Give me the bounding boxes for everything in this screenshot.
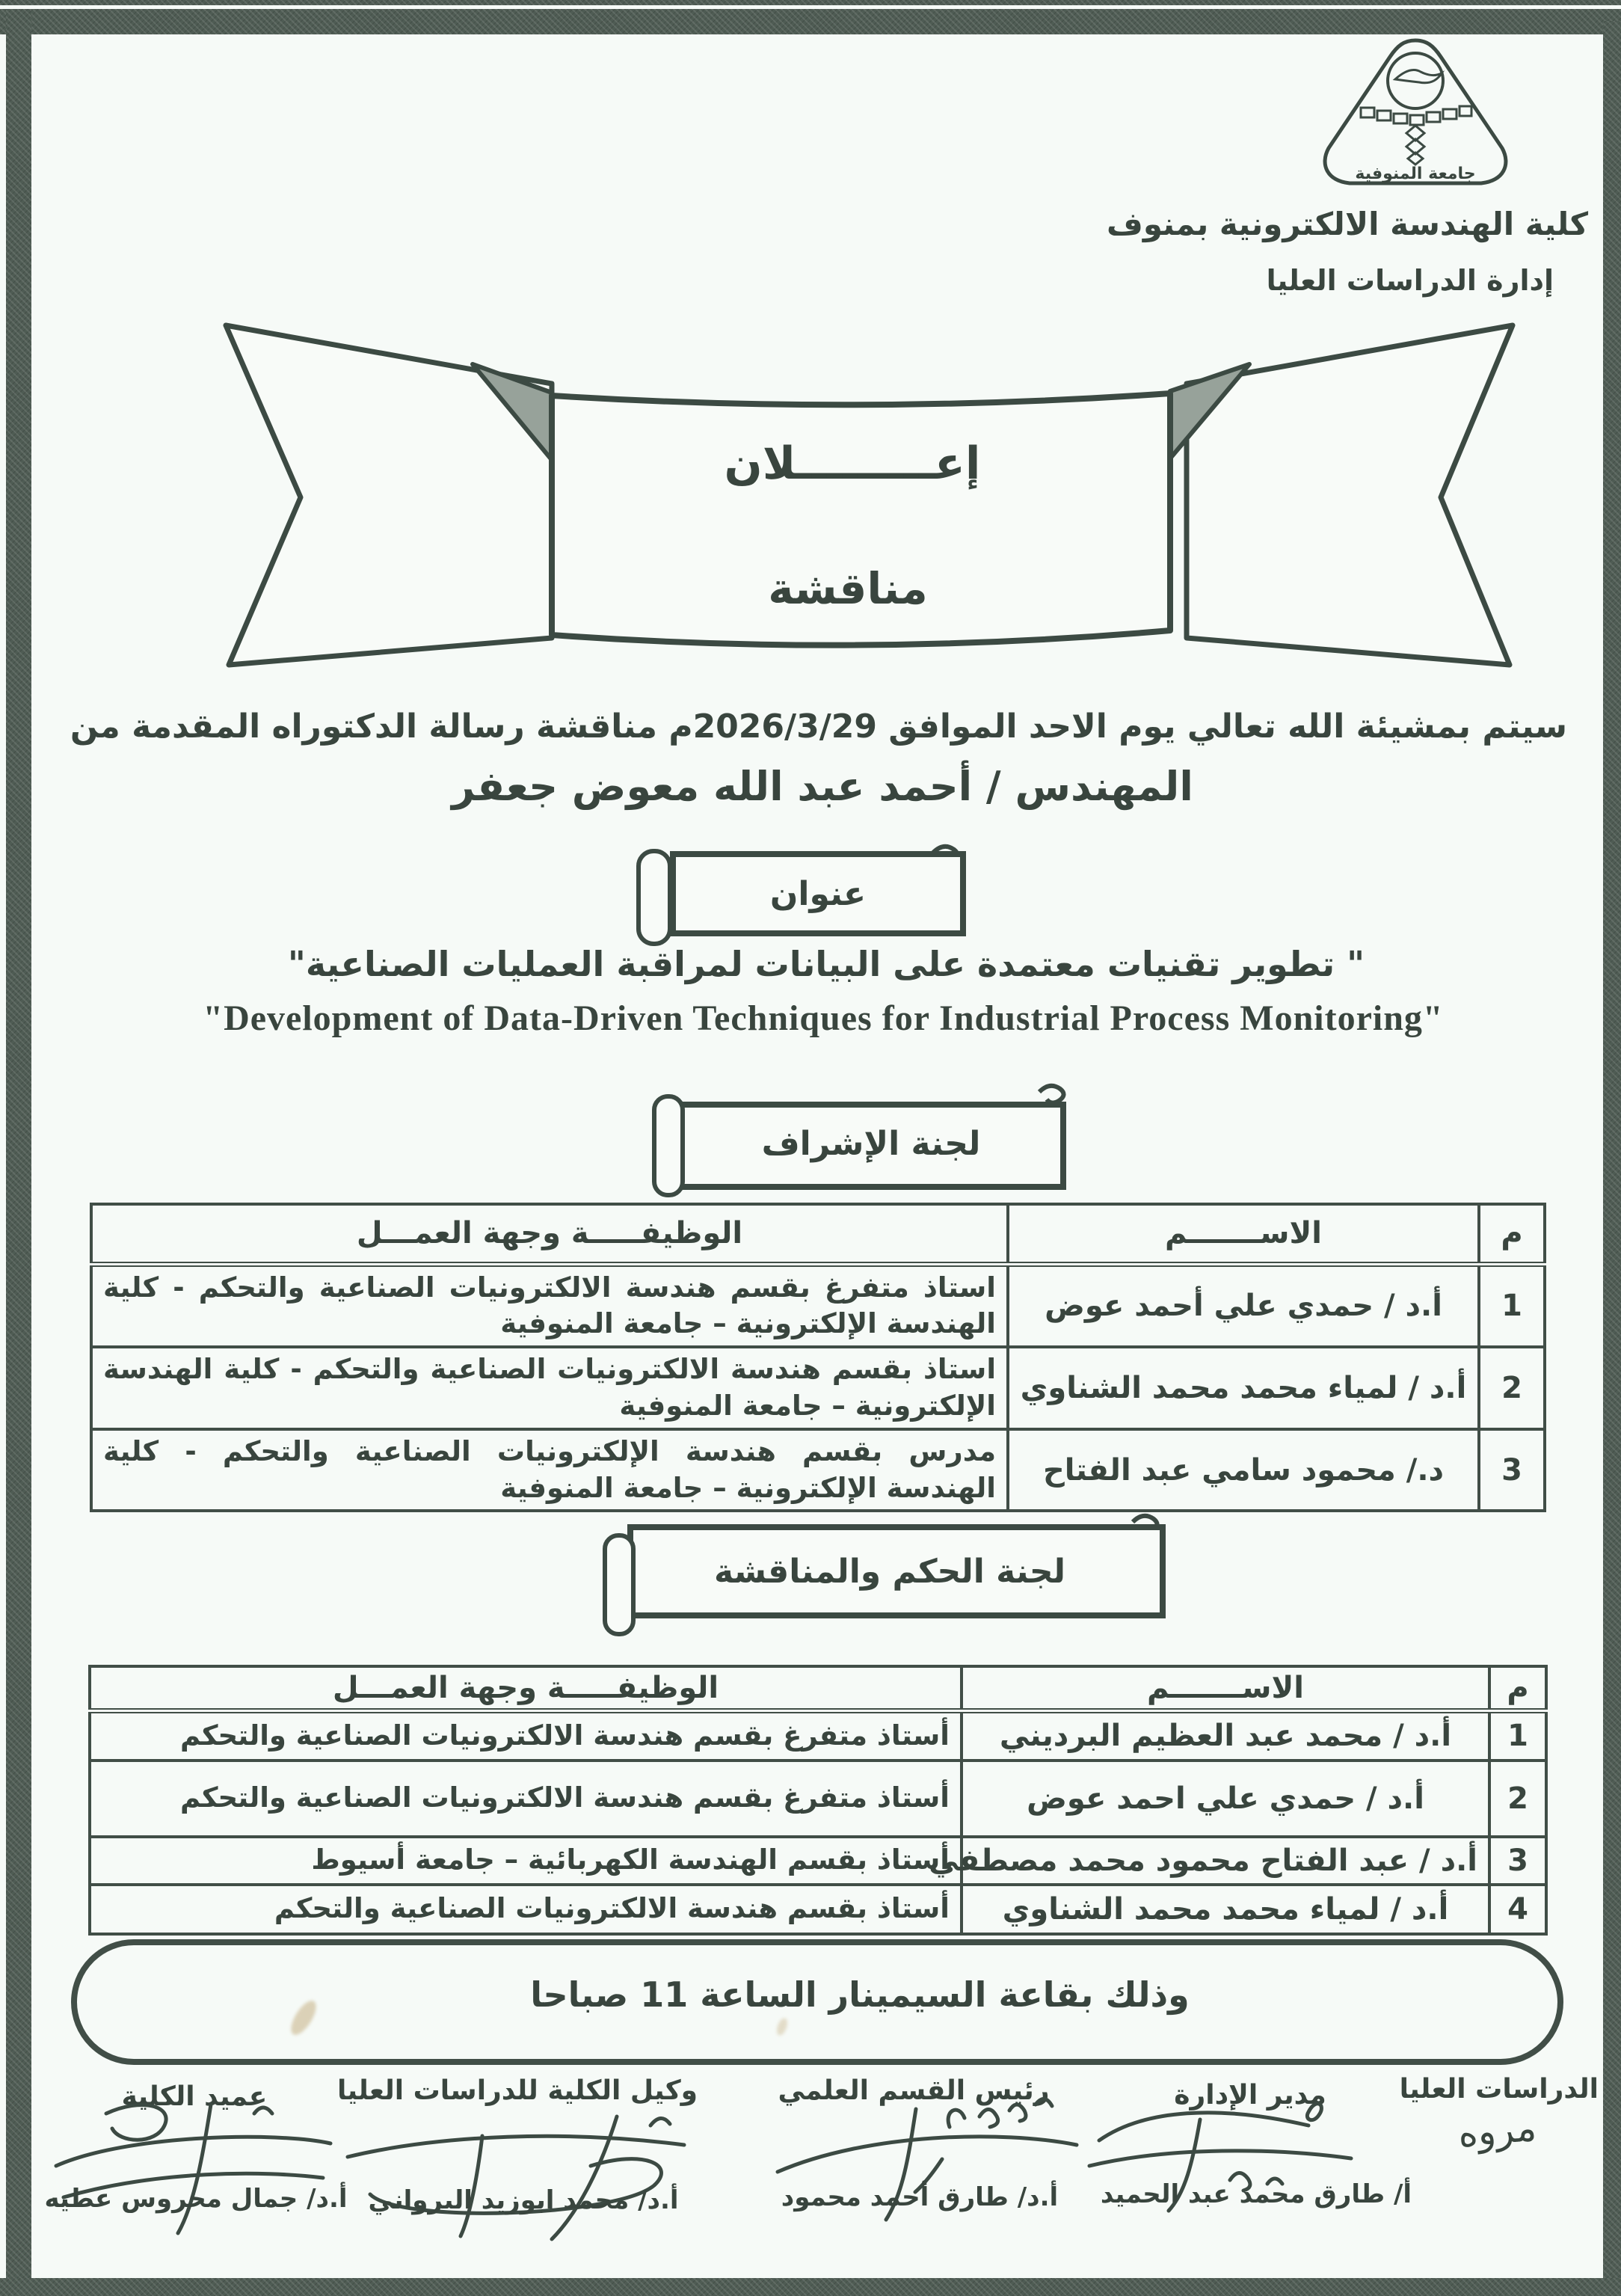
row-position: مدرس بقسم هندسة الإلكترونيات الصناعية والتحكم - كلية الهندسة الإلكترونية – جامعة المنوفية [91, 1429, 1008, 1511]
signatory-title-dean: عميد الكلية [121, 2081, 268, 2112]
examination-heading: لجنة الحكم والمناقشة [713, 1553, 1066, 1591]
graduate-studies-admin: إدارة الدراسات العليا [1266, 264, 1554, 297]
col-header-position: الوظيفـــــة وجهة العمـــل [90, 1666, 962, 1711]
table-row [91, 1429, 1545, 1511]
table-row [90, 1761, 1546, 1837]
ribbon-word-defense: مناقشة [768, 563, 928, 614]
faculty-name: كلية الهندسة الالكترونية بمنوف [1107, 206, 1588, 242]
row-num: 3 [1489, 1837, 1546, 1885]
signatory-title-admin-director: مدير الإدارة [1174, 2080, 1326, 2111]
row-position: استاذ متفرغ بقسم هندسة الالكترونيات الصناعية والتحكم - كلية الهندسة الإلكترونية – جامعة المنوفية [91, 1264, 1008, 1347]
scan-border-left [6, 9, 31, 2296]
table-row [91, 1347, 1545, 1429]
venue-text: وذلك بقاعة السيمينار الساعة 11 صباحا [530, 1974, 1190, 2015]
row-num: 4 [1489, 1885, 1546, 1934]
signatory-name-admin-director: أ/ طارق محمد عبد الحميد [1100, 2179, 1412, 2209]
signature-vice-dean [329, 2103, 710, 2241]
supervision-table [90, 1203, 1546, 1512]
col-header-name: الاســـــــم [1008, 1204, 1479, 1264]
col-header-name: الاســـــــم [962, 1666, 1489, 1711]
row-position: استاذ بقسم هندسة الالكترونيات الصناعية والتحكم - كلية الهندسة الإلكترونية – جامعة المنوفية [91, 1347, 1008, 1429]
col-header-num: م [1489, 1666, 1546, 1711]
examination-table [88, 1665, 1548, 1936]
scan-border-right [1603, 21, 1621, 2296]
row-name: أ.د / عبد الفتاح محمود محمد مصطفي [962, 1837, 1489, 1885]
row-position: أستاذ متفرغ بقسم هندسة الالكترونيات الصناعية والتحكم [90, 1711, 962, 1761]
row-name: أ.د / محمد عبد العظيم البرديني [962, 1711, 1489, 1761]
signatory-title-vice-dean: وكيل الكلية للدراسات العليا [336, 2075, 698, 2106]
row-position: أستاذ بقسم هندسة الالكترونيات الصناعية والتحكم [90, 1885, 962, 1934]
ribbon-banner [209, 316, 1529, 677]
row-name: د./ محمود سامي عبد الفتاح [1008, 1429, 1479, 1511]
thesis-title-arabic: " تطوير تقنيات معتمدة على البيانات لمراقبة العمليات الصناعية" [287, 944, 1365, 984]
row-num: 1 [1479, 1264, 1545, 1347]
supervision-heading: لجنة الإشراف [761, 1125, 981, 1163]
row-position: أستاذ متفرغ بقسم هندسة الالكترونيات الصناعية والتحكم [90, 1761, 962, 1837]
row-name: أ.د / لمياء محمد محمد الشناوي [962, 1885, 1489, 1934]
row-num: 1 [1489, 1711, 1546, 1761]
row-position: أستاذ بقسم الهندسة الكهربائية – جامعة أسيوط [90, 1837, 962, 1885]
examination-header-row [90, 1666, 1546, 1711]
scan-border-bottom [0, 2278, 1621, 2296]
table-row [90, 1837, 1546, 1885]
table-row [91, 1264, 1545, 1347]
scan-border-top [0, 9, 1621, 34]
intro-line-date: سيتم بمشيئة الله تعالي يوم الاحد الموافق 2026/3/29م مناقشة رسالة الدكتوراه المقدمة من [70, 707, 1568, 746]
handwritten-signature-graduate-studies: مروه [1456, 2105, 1538, 2156]
logo-caption: جامعة المنوفية [1355, 165, 1476, 183]
col-header-num: م [1479, 1204, 1545, 1264]
col-header-position: الوظيفـــــة وجهة العمـــل [91, 1204, 1008, 1264]
supervision-header-row [91, 1204, 1545, 1264]
ribbon-word-announcement: إعـــــــــلان [724, 438, 981, 490]
signatory-name-dept-head: أ.د/ طارق أحمد محمود [781, 2182, 1059, 2212]
row-num: 3 [1479, 1429, 1545, 1511]
intro-line-candidate: المهندس / أحمد عبد الله معوض جعفر [452, 763, 1193, 810]
signatory-name-vice-dean: أ.د/ محمد ابوزيد البرواني [368, 2185, 679, 2215]
signatory-name-dean: أ.د/ جمال محروس عطيه [44, 2184, 348, 2214]
thesis-title-english: "Development of Data-Driven Techniques for Industrial Process Monitoring" [203, 998, 1444, 1038]
row-num: 2 [1479, 1347, 1545, 1429]
row-num: 2 [1489, 1761, 1546, 1837]
table-row [90, 1885, 1546, 1934]
title-banner-label: عنوان [769, 875, 867, 913]
signatory-title-dept-head: رئيس القسم العلمي [778, 2075, 1050, 2106]
row-name: أ.د / حمدي علي أحمد عوض [1008, 1264, 1479, 1347]
signatory-title-graduate-studies: الدراسات العليا [1399, 2074, 1599, 2105]
row-name: أ.د / لمياء محمد محمد الشناوي [1008, 1347, 1479, 1429]
table-row [90, 1711, 1546, 1761]
scan-border-top-thin [0, 0, 1621, 5]
row-name: أ.د / حمدي علي احمد عوض [962, 1761, 1489, 1837]
